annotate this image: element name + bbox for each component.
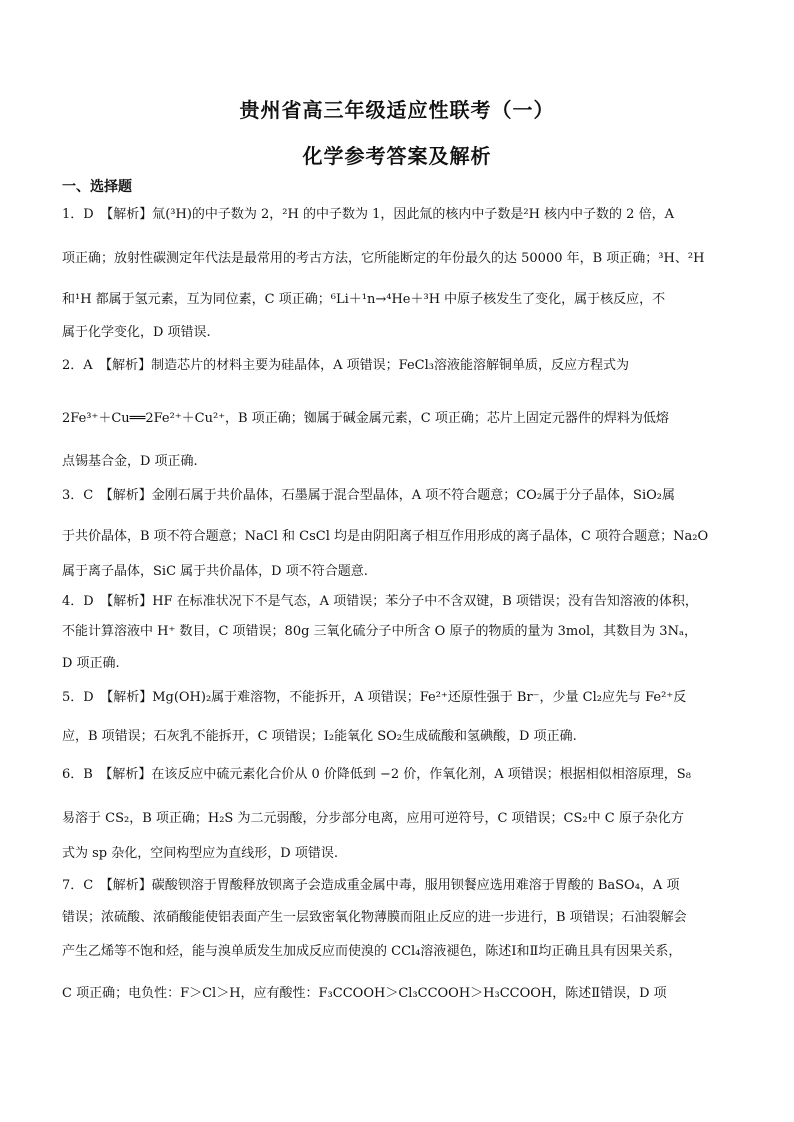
document-subtitle: 化学参考答案及解析 [302,144,492,168]
answer-line: 6．B 【解析】在该反应中硫元素化合价从 0 价降低到 −2 价，作氧化剂，A 项错误；根据相似相溶原理，S₈ [62,767,691,782]
answer-line: 2．A 【解析】制造芯片的材料主要为硅晶体，A 项错误；FeCl₃溶液能溶解铜单质，反应方程式为 [62,358,629,373]
answer-line: 于共价晶体，B 项不符合题意；NaCl 和 CsCl 均是由阴阳离子相互作用形成的离子晶体，C 项符合题意；Na₂O [62,529,709,544]
answer-line: 属于离子晶体，SiC 属于共价晶体，D 项不符合题意. [62,564,368,579]
answer-line: 式为 sp 杂化，空间构型应为直线形，D 项错误. [62,846,338,861]
answer-line: 产生乙烯等不饱和烃，能与溴单质发生加成反应而使溴的 CCl₄溶液褪色，陈述Ⅰ和Ⅱ均正确且具有因果关系， [62,944,682,959]
answer-line: 7．C 【解析】碳酸钡溶于胃酸释放钡离子会造成重金属中毒，服用钡餐应选用难溶于胃酸的 BaSO₄，A 项 [62,878,680,893]
answer-line: 属于化学变化，D 项错误. [62,325,211,340]
answer-line: 错误；浓硫酸、浓硝酸能使铝表面产生一层致密氧化物薄膜而阻止反应的进一步进行，B 项错误；石油裂解会 [62,910,687,925]
answer-line: 点锡基合金，D 项正确. [62,454,198,469]
answer-line: 应，B 项错误；石灰乳不能拆开，C 项错误；I₂能氧化 SO₂生成硫酸和氢碘酸，D 项正确. [62,729,577,744]
answer-line: 不能计算溶液中 H⁺ 数目，C 项错误；80g 三氧化硫分子中所含 O 原子的物质的量为 3mol，其数目为 3Nₐ， [62,624,697,639]
answer-line: 项正确；放射性碳测定年代法是最常用的考古方法，它所能断定的年份最久的达 50000 年，B 项正确；³H、²H [62,251,705,266]
answer-line: 5．D 【解析】Mg(OH)₂属于难溶物，不能拆开，A 项错误；Fe²⁺还原性强于 Br⁻，少量 Cl₂应先与 Fe²⁺反 [62,690,687,705]
answer-line: 和¹H 都属于氢元素，互为同位素，C 项正确；⁶Li＋¹n→⁴He＋³H 中原子核发生了变化，属于核反应，不 [62,292,666,307]
section-heading: 一、选择题 [62,179,132,195]
answer-line: 3．C 【解析】金刚石属于共价晶体，石墨属于混合型晶体，A 项不符合题意；CO₂属于分子晶体，SiO₂属 [62,488,675,503]
answer-line: D 项正确. [62,656,120,671]
answer-line: C 项正确；电负性：F＞Cl＞H，应有酸性：F₃CCOOH＞Cl₃CCOOH＞H₃CCOOH，陈述Ⅱ错误，D 项 [62,986,667,1001]
answer-line: 1．D 【解析】氚(³H)的中子数为 2，²H 的中子数为 1，因此氚的核内中子数是²H 核内中子数的 2 倍，A [62,207,674,222]
answer-line: 2Fe³⁺＋Cu══2Fe²⁺＋Cu²⁺，B 项正确；铷属于碱金属元素，C 项正确；芯片上固定元器件的焊料为低熔 [62,411,669,426]
answer-line: 4．D 【解析】HF 在标准状况下不是气态，A 项错误；苯分子中不含双键，B 项错误；没有告知溶液的体积， [62,594,698,609]
answer-line: 易溶于 CS₂，B 项正确；H₂S 为二元弱酸，分步部分电离，应用可逆符号，C 项错误；CS₂中 C 原子杂化方 [62,811,684,826]
document-title: 贵州省高三年级适应性联考（一） [239,98,555,122]
